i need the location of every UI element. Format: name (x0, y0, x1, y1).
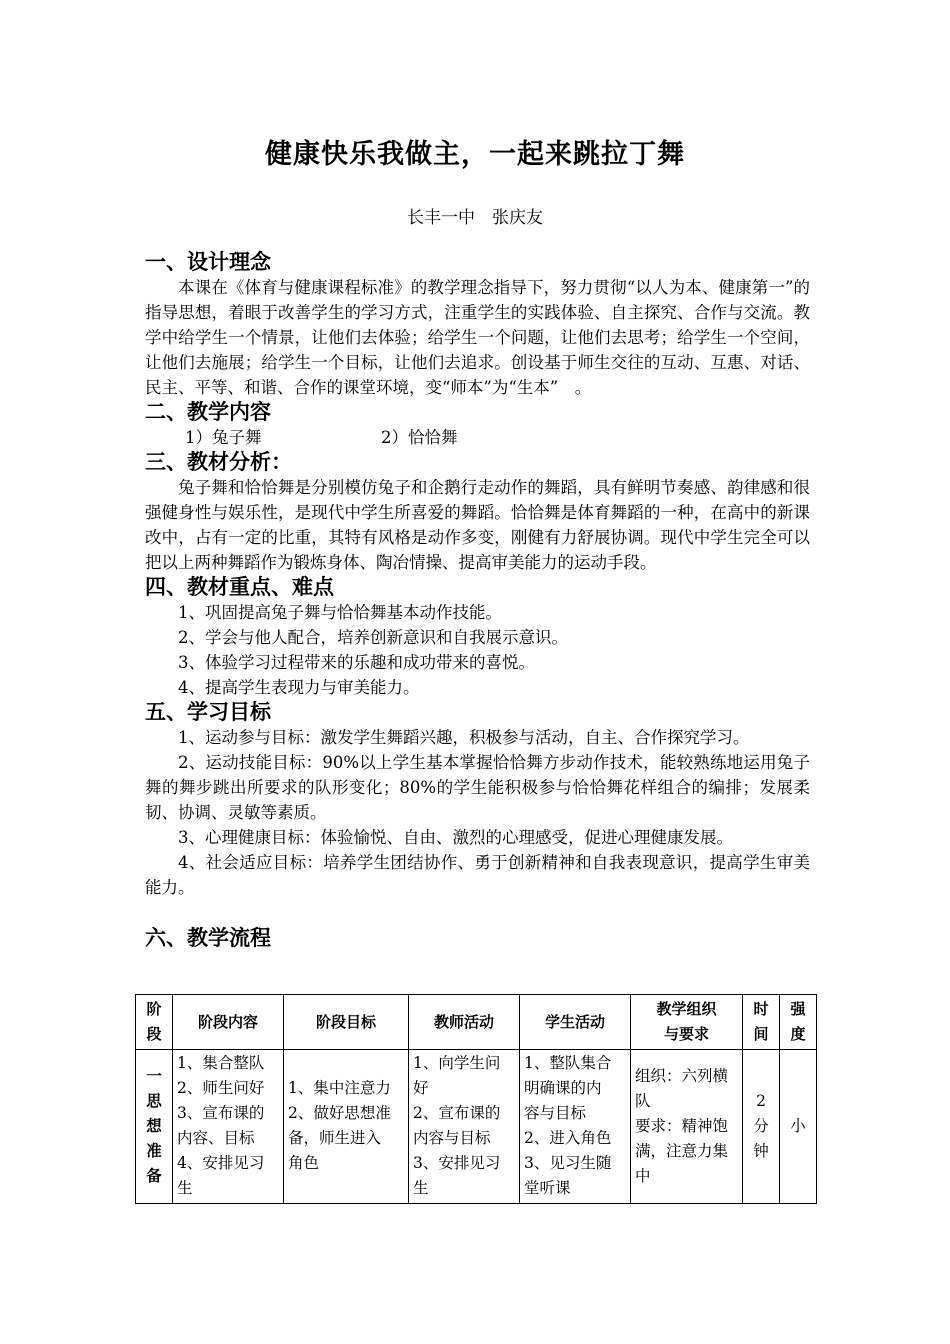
row-time-cell: 2 分 钟 (743, 1050, 780, 1204)
header-stage: 阶 段 (136, 995, 173, 1050)
document-body (145, 250, 810, 951)
row-student-cell: 1、整队集合 明确课的内 容与目标 2、进入角色 3、见习生随 堂听课 (520, 1050, 631, 1204)
section-heading-design: 一、设计理念 (145, 250, 271, 274)
row-content-cell: 1、集合整队 2、师生问好 3、宣布课的 内容、目标 4、安排见习 生 (173, 1050, 284, 1204)
section-heading-content: 二、教学内容 (145, 400, 271, 424)
header-content: 阶段内容 (173, 995, 284, 1050)
section-heading-key-points: 四、教材重点、难点 (145, 575, 334, 599)
row-goal-cell: 1、集中注意力 2、做好思想准 备，师生进入 角色 (284, 1050, 409, 1204)
header-student: 学生活动 (520, 995, 631, 1050)
teaching-flow-table (135, 994, 817, 1204)
header-intensity: 强 度 (780, 995, 817, 1050)
content-items (145, 425, 810, 450)
goal-paragraph: 4、社会适应目标：培养学生团结协作、勇于创新精神和自我表现意识，提高学生审美能力。 (145, 853, 810, 897)
page-title: 健康快乐我做主，一起来跳拉丁舞 (265, 139, 685, 170)
header-organization: 教学组织 与要求 (631, 995, 743, 1050)
analysis-paragraph: 兔子舞和恰恰舞是分别模仿兔子和企鹅行走动作的舞蹈，具有鲜明节奏感、韵律感和很强健身性与娱乐性，是现代中学生所喜爱的舞蹈。恰恰舞是体育舞蹈的一种，在高中的新课改中，占有一定的比重，其特有风格是动作多变，刚健有力舒展协调。现代中学生完全可以把以上两种舞蹈作为锻炼身体、陶冶情操、提高审美能力的运动手段。 (145, 478, 810, 572)
goal-paragraph: 3、心理健康目标：体验愉悦、自由、激烈的心理感受，促进心理健康发展。 (178, 828, 733, 847)
header-teacher: 教师活动 (409, 995, 520, 1050)
design-paragraph: 本课在《体育与健康课程标准》的教学理念指导下，努力贯彻“以人为本、健康第一”的指导思想，着眼于改善学生的学习方式，注重学生的实践体验、自主探究、合作与交流。教学中给学生一个情景，让他们去体验；给学生一个问题，让他们去思考；给学生一个空间，让他们去施展；给学生一个目标，让他们去追求。创设基于师生交往的互动、互惠、对话、民主、平等、和谐、合作的课堂环境，变“师本”为“生本” 。 (145, 278, 810, 397)
content-item-rabbit: 1）兔子舞 (185, 428, 262, 447)
table-row (136, 1050, 817, 1204)
row-intensity-cell: 小 (780, 1050, 817, 1204)
author-line: 长丰一中 张庆友 (407, 208, 543, 228)
table-header-row (136, 995, 817, 1050)
content-item-chacha: 2）恰恰舞 (381, 428, 458, 447)
header-time: 时 间 (743, 995, 780, 1050)
goal-paragraph: 1、运动参与目标：激发学生舞蹈兴趣，积极参与活动，自主、合作探究学习。 (178, 728, 750, 747)
goal-paragraph: 2、运动技能目标：90%以上学生基本掌握恰恰舞方步动作技术，能较熟练地运用兔子舞的舞步跳出所要求的队形变化；80%的学生能积极参与恰恰舞花样组合的编排；发展柔韧、协调、灵敏等素质。 (145, 753, 810, 822)
row-organization-cell: 组织：六列横 队 要求：精神饱 满，注意力集 中 (631, 1050, 743, 1204)
section-heading-flow: 六、教学流程 (145, 926, 271, 950)
row-stage-cell: 一 思 想 准 备 (136, 1050, 173, 1204)
section-heading-goals: 五、学习目标 (145, 700, 271, 724)
key-point-item: 3、体验学习过程带来的乐趣和成功带来的喜悦。 (178, 653, 535, 672)
row-teacher-cell: 1、向学生问 好 2、宣布课的 内容与目标 3、安排见习 生 (409, 1050, 520, 1204)
spacer (145, 900, 810, 926)
header-goal: 阶段目标 (284, 995, 409, 1050)
section-heading-analysis: 三、教材分析： (145, 450, 292, 474)
key-point-item: 4、提高学生表现力与审美能力。 (178, 678, 420, 697)
key-point-item: 1、巩固提高兔子舞与恰恰舞基本动作技能。 (178, 603, 502, 622)
key-point-item: 2、学会与他人配合，培养创新意识和自我展示意识。 (178, 628, 568, 647)
